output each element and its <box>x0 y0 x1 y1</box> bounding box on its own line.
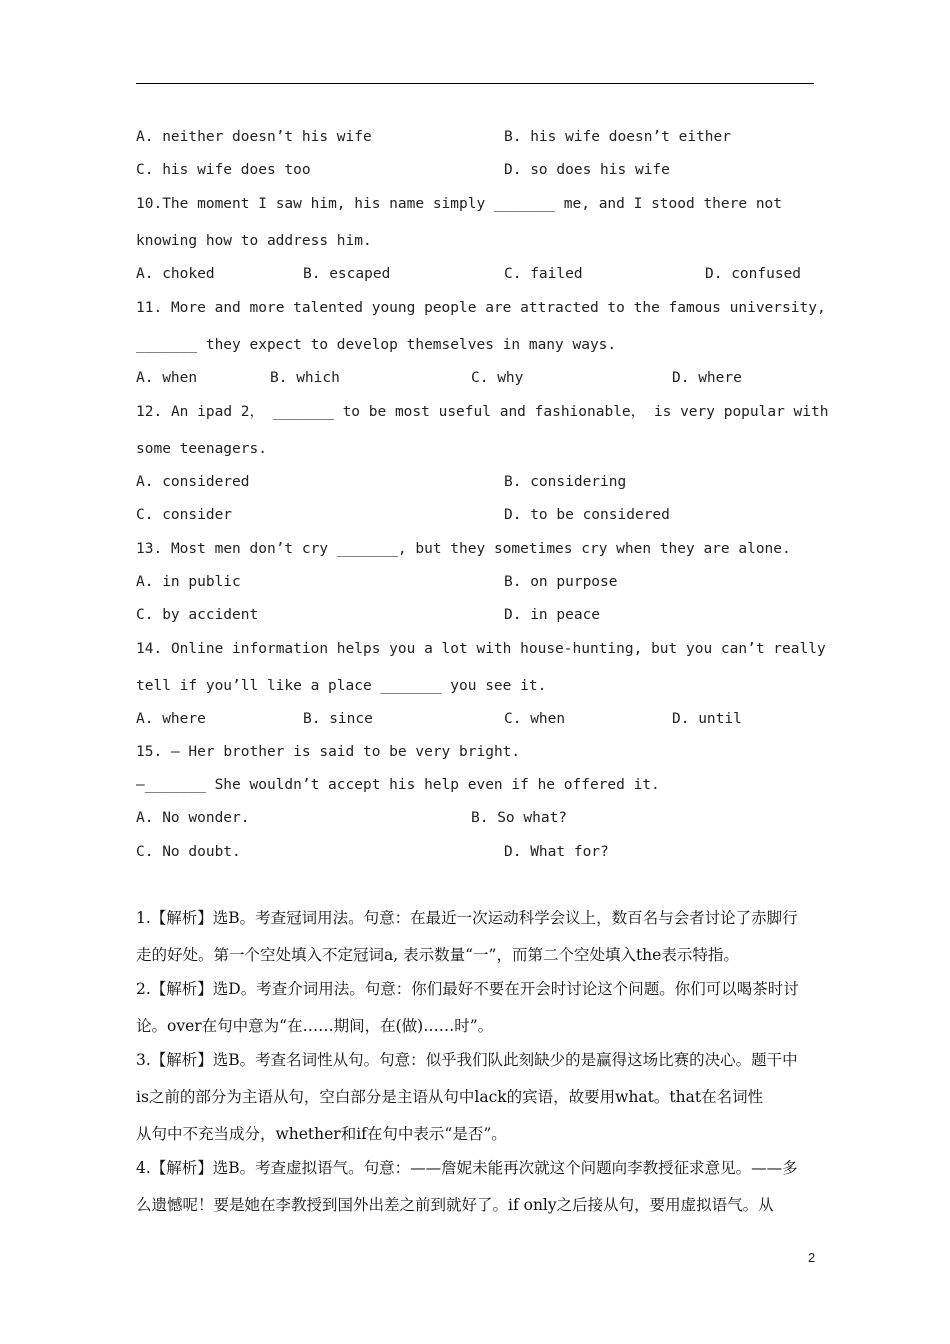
question-15-line-1: 15. — Her brother is said to be very bright. <box>136 744 521 760</box>
option-b: B. on purpose <box>504 574 618 590</box>
question-10-line-1: 10.The moment I saw him, his name simply _______ me, and I stood there not <box>136 196 783 212</box>
option-a: A. where <box>136 711 206 727</box>
option-c: C. consider <box>136 507 233 523</box>
question-11-line-1: 11. More and more talented young people are attracted to the famous university, <box>136 300 826 316</box>
question-10-line-2: knowing how to address him. <box>136 233 372 249</box>
option-d: D. to be considered <box>504 507 670 523</box>
option-d: D. confused <box>705 266 802 282</box>
option-c: C. No doubt. <box>136 844 241 860</box>
explanation-line: 2.【解析】选D。考查介词用法。句意：你们最好不要在开会时讨论这个问题。你们可以喝茶时讨 <box>136 980 799 998</box>
option-c: C. by accident <box>136 607 259 623</box>
option-b: B. So what? <box>471 810 568 826</box>
question-14-line-1: 14. Online information helps you a lot with house-hunting, but you can’t really <box>136 641 826 657</box>
option-c: C. why <box>471 370 524 386</box>
explanation-line: 论。over在句中意为“在……期间，在(做)……时”。 <box>136 1017 494 1035</box>
explanation-line: 1.【解析】选B。考查冠词用法。句意：在最近一次运动科学会议上，数百名与会者讨论了赤脚行 <box>136 909 798 927</box>
explanation-line: is之前的部分为主语从句，空白部分是主语从句中lack的宾语，故要用what。that在名词性 <box>136 1088 764 1106</box>
explanation-line: 3.【解析】选B。考查名词性从句。句意：似乎我们队此刻缺少的是赢得这场比赛的决心。题干中 <box>136 1051 798 1069</box>
option-b: B. his wife doesn’t either <box>504 129 731 145</box>
question-14-line-2: tell if you’ll like a place _______ you see it. <box>136 678 547 694</box>
question-12-line-2: some teenagers. <box>136 441 267 457</box>
option-b: B. which <box>270 370 340 386</box>
question-13-line-1: 13. Most men don’t cry _______, but they sometimes cry when they are alone. <box>136 541 791 557</box>
explanation-line: 从句中不充当成分，whether和if在句中表示“是否”。 <box>136 1125 507 1143</box>
explanation-line: 4.【解析】选B。考查虚拟语气。句意：——詹妮未能再次就这个问题向李教授征求意见。——多 <box>136 1159 798 1177</box>
option-a: A. considered <box>136 474 250 490</box>
option-a: A. when <box>136 370 198 386</box>
option-b: B. escaped <box>303 266 391 282</box>
option-b: B. since <box>303 711 373 727</box>
option-d: D. so does his wife <box>504 162 670 178</box>
page-number: 2 <box>808 1250 816 1265</box>
option-a: A. No wonder. <box>136 810 250 826</box>
header-rule <box>136 83 814 84</box>
explanation-line: 走的好处。第一个空处填入不定冠词a, 表示数量“一”，而第二个空处填入the表示特指。 <box>136 946 739 964</box>
option-d: D. where <box>672 370 742 386</box>
option-b: B. considering <box>504 474 627 490</box>
explanation-line: 么遗憾呢！要是她在李教授到国外出差之前到就好了。if only之后接从句，要用虚拟语气。从 <box>136 1196 774 1214</box>
question-12-line-1: 12. An ipad 2， _______ to be most useful and fashionable， is very popular with <box>136 404 829 420</box>
question-11-line-2: _______ they expect to develop themselves in many ways. <box>136 337 617 353</box>
option-a: A. choked <box>136 266 215 282</box>
option-a: A. in public <box>136 574 241 590</box>
question-15-line-2: —_______ She wouldn’t accept his help even if he offered it. <box>136 777 660 793</box>
option-a: A. neither doesn’t his wife <box>136 129 372 145</box>
option-c: C. his wife does too <box>136 162 311 178</box>
option-c: C. when <box>504 711 566 727</box>
option-d: D. What for? <box>504 844 609 860</box>
option-d: D. in peace <box>504 607 601 623</box>
option-c: C. failed <box>504 266 583 282</box>
option-d: D. until <box>672 711 742 727</box>
